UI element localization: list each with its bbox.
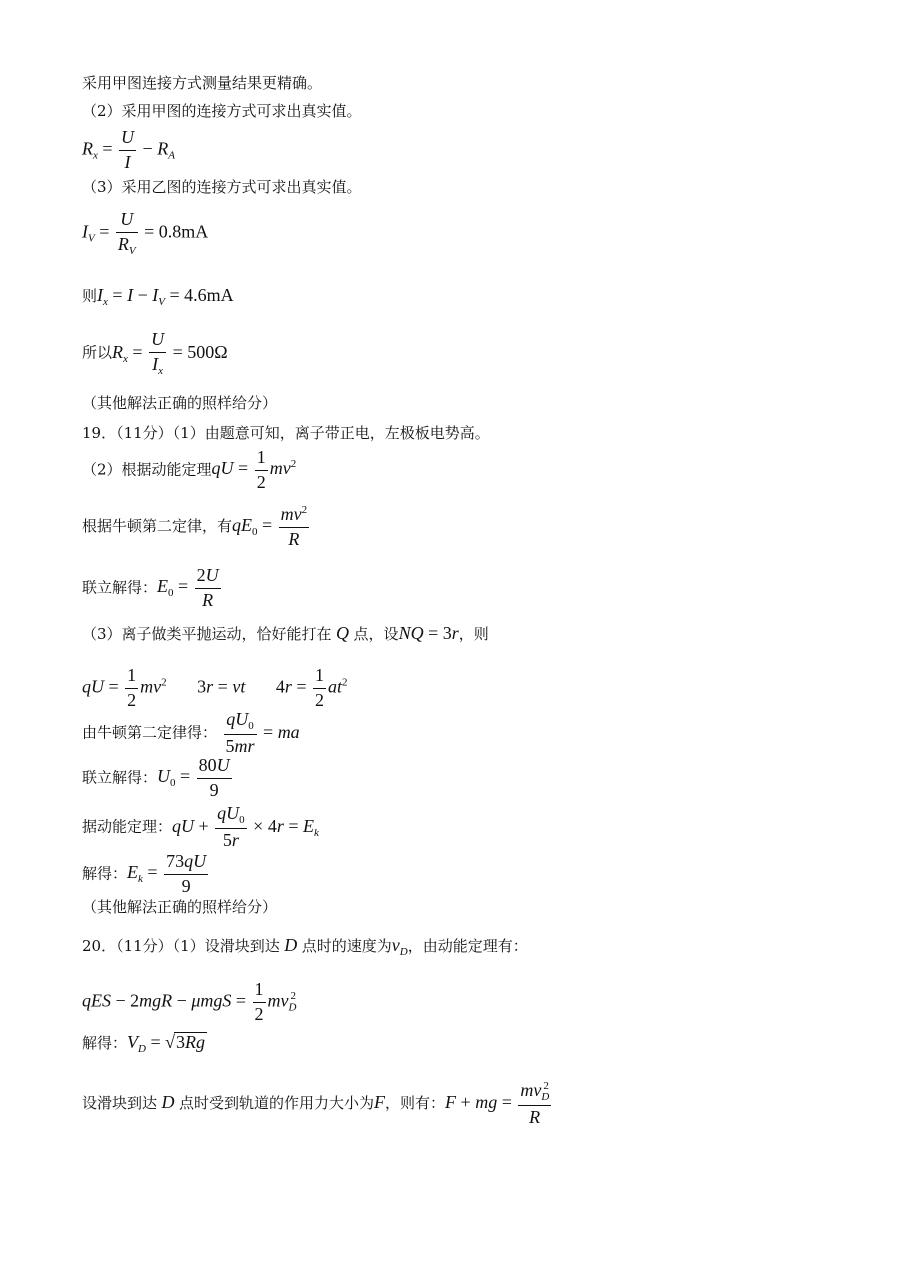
- q19-newton-label: 根据牛顿第二定律，有: [82, 516, 233, 535]
- note-1: （其他解法正确的照样给分）: [82, 394, 278, 412]
- text-line-1: 采用甲图连接方式测量结果更精确。: [82, 74, 323, 92]
- q20-solve-vd: 解得：$V_D = √3Rg$: [82, 1032, 205, 1055]
- formula-iv: $I_V$ = $\frac{U}{R_V}$ = 0.8mA: [82, 209, 209, 257]
- q19-part3: （3）离子做类平抛运动，恰好能打在 Q 点，设NQ = 3r，则: [82, 623, 489, 643]
- q19-part3-b: 点，设: [353, 625, 399, 643]
- q19-solve2-label: 联立解得：: [82, 768, 158, 787]
- formula-rx-a: $R_x$ = $\frac{U}{I}$ − $R_A$: [82, 127, 175, 172]
- q20-energy-equation: qES − 2mgR − μmgS = $\frac{1}{2}$ $mv_D^2$: [82, 979, 297, 1024]
- q19-part2: （2）根据动能定理qU = $\frac{1}{2}$ $mv^2$: [82, 447, 297, 492]
- formula-ix: 则$I_x = I - I_V = 4.6mA$: [82, 285, 234, 308]
- q20-force-c: ，则有：: [385, 1094, 446, 1113]
- q20-force-a: 设滑块到达: [82, 1094, 158, 1113]
- q19-solve-ek: 解得：$E_k$ = $\frac{73qU}{9}$: [82, 851, 207, 896]
- so-label: 所以: [82, 343, 113, 362]
- q19-part3-c: ，则: [458, 625, 489, 643]
- q19-solve-e0: 联立解得：$E_0$ = $\frac{2U}{R}$: [82, 565, 219, 610]
- formula-rx-b: 所以$R_x$ = $\frac{U}{I_x}$ = 500Ω: [82, 329, 228, 377]
- q19-newton2-label: 由牛顿第二定律得：: [82, 723, 218, 742]
- q19-solve1-label: 联立解得：: [82, 578, 158, 597]
- then-label: 则: [82, 287, 98, 305]
- q19-part3-a: （3）离子做类平抛运动，恰好能打在: [82, 625, 332, 643]
- q20-force: 设滑块到达 D 点时受到轨道的作用力大小为F，则有：F + mg = $\frac{mv_D^2}{R}$: [82, 1080, 550, 1128]
- q20-force-b: 点时受到轨道的作用力大小为: [179, 1094, 375, 1113]
- text-line-2: （2）采用甲图的连接方式可求出真实值。: [82, 102, 362, 120]
- q20-heading: 20．（11分）（1）设滑块到达 D 点时的速度为$v_D$，由动能定理有：: [82, 935, 528, 958]
- note-2: （其他解法正确的照样给分）: [82, 898, 278, 916]
- q20-heading-a: 20．（11分）（1）设滑块到达: [82, 937, 280, 955]
- q20-solve-label: 解得：: [82, 1034, 128, 1052]
- q19-equations: qU = $\frac{1}{2}$ $mv^2$ 3r = vt 4r = $\frac{1}{2}$ $at^2$: [82, 665, 348, 710]
- q19-part2-label: （2）根据动能定理: [82, 460, 212, 479]
- q20-heading-c: ，由动能定理有：: [407, 937, 528, 955]
- q19-solve-u0: 联立解得：$U_0$ = $\frac{80U}{9}$: [82, 755, 230, 800]
- q20-heading-b: 点时的速度为: [301, 937, 392, 955]
- q19-heading: 19．（11分）（1）由题意可知，离子带正电，左极板电势高。: [82, 424, 490, 442]
- q19-newton2: 由牛顿第二定律得： $\frac{qU_0}{5mr}$ = ma: [82, 709, 300, 757]
- text-line-3: （3）采用乙图的连接方式可求出真实值。: [82, 178, 362, 196]
- q19-energy-label: 据动能定理：: [82, 817, 173, 836]
- q19-newton: 根据牛顿第二定律，有$qE_0$ = $\frac{mv^2}{R}$: [82, 504, 308, 549]
- rx-value: 500Ω: [187, 341, 228, 362]
- q19-energy: 据动能定理：qU + $\frac{qU_0}{5r}$ × $4r = E_k$: [82, 803, 319, 851]
- ix-value: 4.6mA: [184, 285, 234, 305]
- q19-solve3-label: 解得：: [82, 864, 128, 883]
- iv-value: 0.8mA: [158, 221, 209, 242]
